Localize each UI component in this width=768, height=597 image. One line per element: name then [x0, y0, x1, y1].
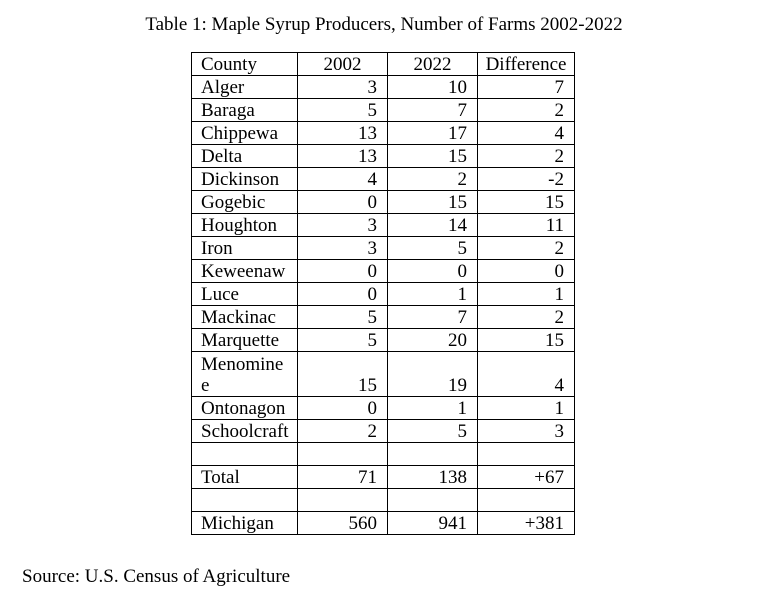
- cell-county: Baraga: [192, 99, 298, 122]
- table-row: [192, 329, 575, 352]
- cell-diff: 2: [478, 145, 575, 168]
- cell-county: Marquette: [192, 329, 298, 352]
- table-row: [192, 466, 575, 489]
- cell-county: [192, 443, 298, 466]
- cell-y2002: 3: [298, 214, 388, 237]
- cell-diff: [478, 443, 575, 466]
- cell-diff: -2: [478, 168, 575, 191]
- table-row: [192, 512, 575, 535]
- cell-y2002: [298, 443, 388, 466]
- cell-y2022: 10: [388, 76, 478, 99]
- maple-syrup-producers-table: [191, 52, 575, 535]
- cell-y2002: 0: [298, 283, 388, 306]
- cell-y2022: [388, 489, 478, 512]
- col-header-2002: 2002: [298, 53, 388, 76]
- cell-y2002: 13: [298, 122, 388, 145]
- cell-diff: 7: [478, 76, 575, 99]
- cell-y2002: 13: [298, 145, 388, 168]
- table-row: [192, 191, 575, 214]
- cell-y2002: 560: [298, 512, 388, 535]
- cell-diff: 2: [478, 306, 575, 329]
- cell-y2002: 3: [298, 237, 388, 260]
- cell-county: Schoolcraft: [192, 420, 298, 443]
- cell-y2022: 1: [388, 283, 478, 306]
- table-row: [192, 168, 575, 191]
- cell-diff: +67: [478, 466, 575, 489]
- cell-y2002: 4: [298, 168, 388, 191]
- cell-y2002: 0: [298, 397, 388, 420]
- cell-y2022: 5: [388, 420, 478, 443]
- cell-y2022: 138: [388, 466, 478, 489]
- cell-county: Chippewa: [192, 122, 298, 145]
- cell-diff: [478, 489, 575, 512]
- col-header-2022: 2022: [388, 53, 478, 76]
- cell-county: [192, 489, 298, 512]
- cell-diff: 3: [478, 420, 575, 443]
- county-name-wrapped: Menominee: [201, 354, 284, 396]
- cell-diff: 2: [478, 99, 575, 122]
- cell-y2022: [388, 443, 478, 466]
- cell-county: Mackinac: [192, 306, 298, 329]
- table-title: Table 1: Maple Syrup Producers, Number of Farms 2002-2022: [145, 14, 623, 35]
- cell-diff: 15: [478, 329, 575, 352]
- cell-county: Iron: [192, 237, 298, 260]
- cell-county: [192, 352, 298, 397]
- table-row: [192, 99, 575, 122]
- cell-y2002: 0: [298, 191, 388, 214]
- table-row: [192, 352, 575, 397]
- cell-y2022: 17: [388, 122, 478, 145]
- cell-y2002: 2: [298, 420, 388, 443]
- cell-y2022: 7: [388, 99, 478, 122]
- document-page: [0, 14, 768, 597]
- cell-y2022: 7: [388, 306, 478, 329]
- cell-y2002: 71: [298, 466, 388, 489]
- cell-county: Gogebic: [192, 191, 298, 214]
- cell-diff: 4: [478, 352, 575, 397]
- cell-county: Dickinson: [192, 168, 298, 191]
- table-row: [192, 145, 575, 168]
- cell-y2002: 5: [298, 329, 388, 352]
- cell-y2022: 20: [388, 329, 478, 352]
- cell-y2002: 5: [298, 99, 388, 122]
- cell-diff: 1: [478, 397, 575, 420]
- cell-y2002: [298, 489, 388, 512]
- cell-county: Total: [192, 466, 298, 489]
- table-row: [192, 306, 575, 329]
- table-row: [192, 214, 575, 237]
- col-header-difference: Difference: [478, 53, 575, 76]
- cell-y2022: 0: [388, 260, 478, 283]
- cell-county: Ontonagon: [192, 397, 298, 420]
- cell-diff: 2: [478, 237, 575, 260]
- cell-y2022: 5: [388, 237, 478, 260]
- table-row: [192, 397, 575, 420]
- cell-county: Delta: [192, 145, 298, 168]
- table-row: [192, 122, 575, 145]
- cell-county: Luce: [192, 283, 298, 306]
- cell-y2022: 1: [388, 397, 478, 420]
- table-row: [192, 260, 575, 283]
- table-row: [192, 76, 575, 99]
- cell-y2022: 941: [388, 512, 478, 535]
- cell-diff: +381: [478, 512, 575, 535]
- cell-y2022: 15: [388, 191, 478, 214]
- table-row: [192, 237, 575, 260]
- cell-diff: 11: [478, 214, 575, 237]
- cell-diff: 15: [478, 191, 575, 214]
- cell-y2002: 0: [298, 260, 388, 283]
- cell-diff: 1: [478, 283, 575, 306]
- cell-county: Keweenaw: [192, 260, 298, 283]
- cell-diff: 0: [478, 260, 575, 283]
- cell-y2022: 2: [388, 168, 478, 191]
- cell-y2002: 5: [298, 306, 388, 329]
- cell-y2022: 14: [388, 214, 478, 237]
- cell-y2022: 15: [388, 145, 478, 168]
- col-header-county: County: [192, 53, 298, 76]
- cell-county: Alger: [192, 76, 298, 99]
- cell-y2002: 3: [298, 76, 388, 99]
- spacer-row: [192, 443, 575, 466]
- source-note: Source: U.S. Census of Agriculture: [22, 566, 291, 587]
- cell-county: Michigan: [192, 512, 298, 535]
- cell-county: Houghton: [192, 214, 298, 237]
- table-row: [192, 420, 575, 443]
- cell-y2022: 19: [388, 352, 478, 397]
- header-row: [192, 53, 575, 76]
- spacer-row: [192, 489, 575, 512]
- table-row: [192, 283, 575, 306]
- cell-y2002: 15: [298, 352, 388, 397]
- cell-diff: 4: [478, 122, 575, 145]
